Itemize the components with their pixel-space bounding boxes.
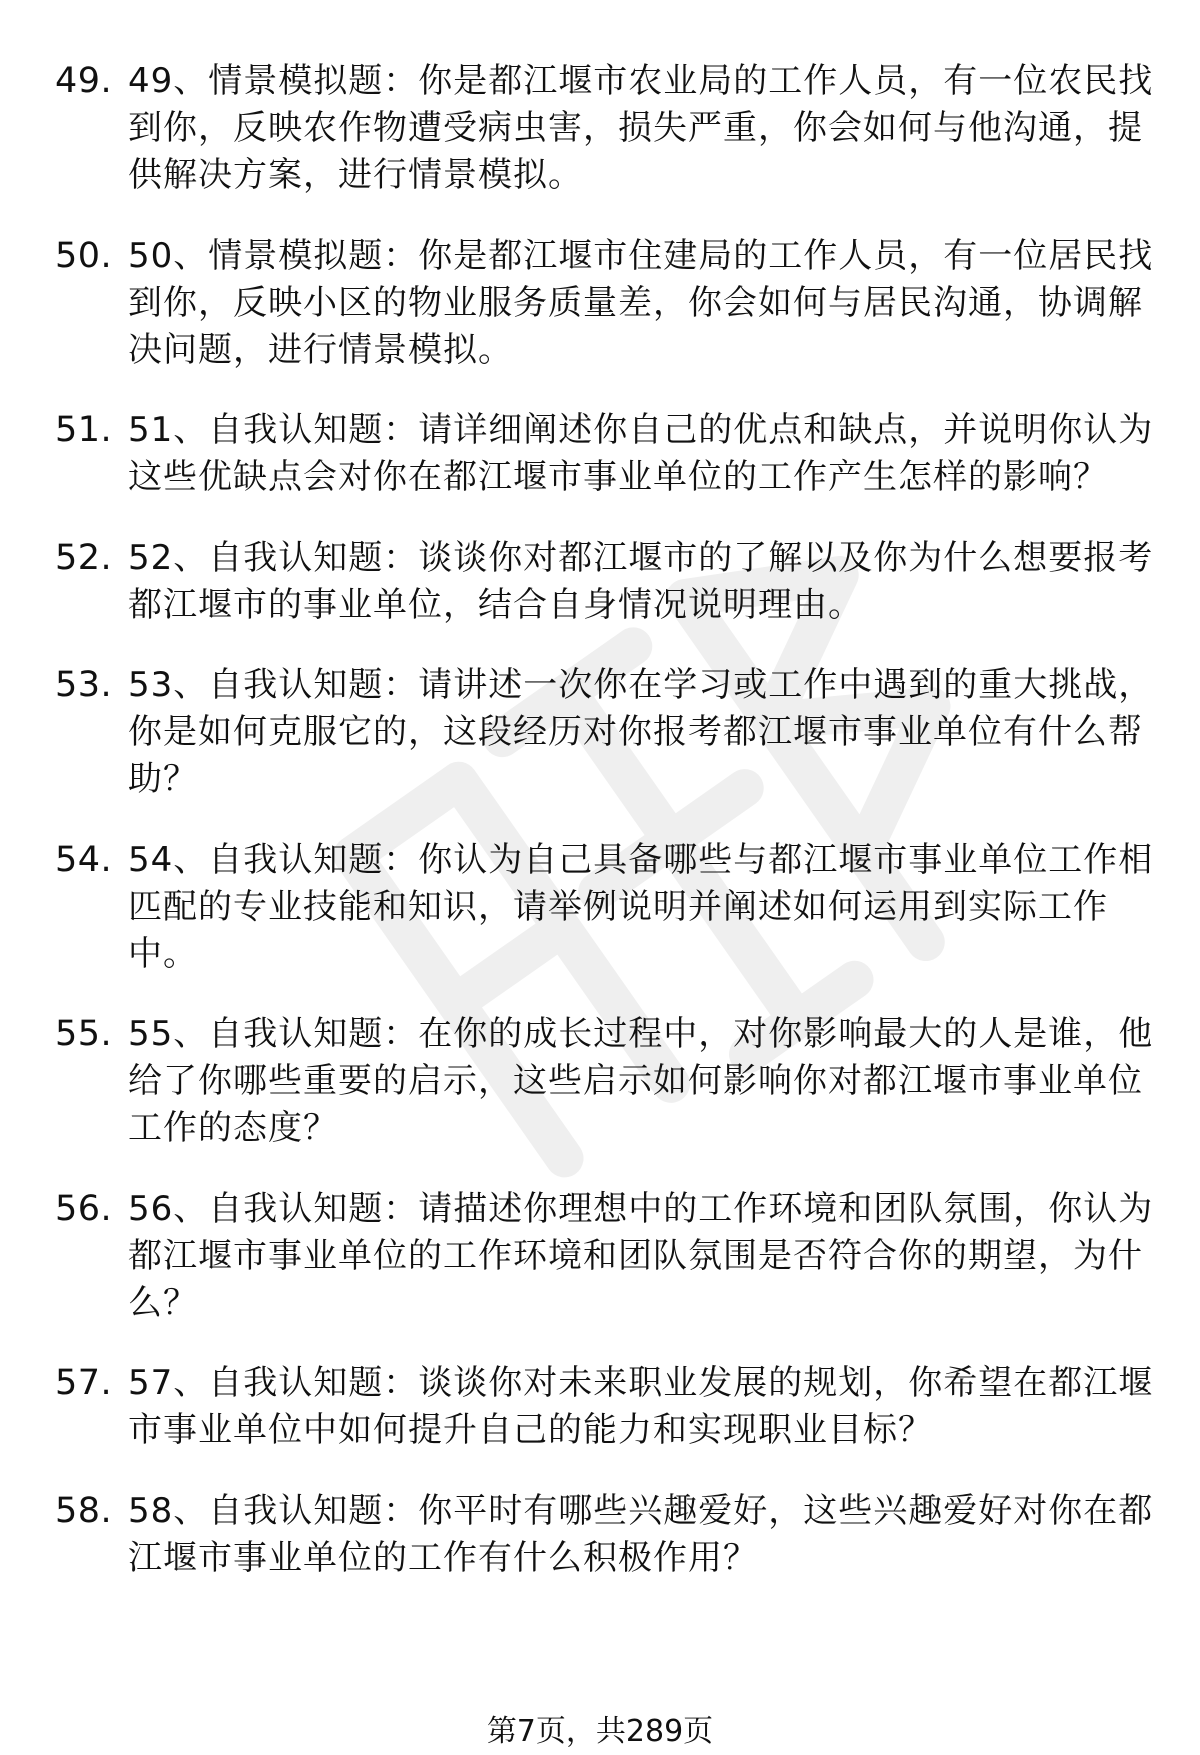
question-text: 52、自我认知题：谈谈你对都江堰市的了解以及你为什么想要报考都江堰市的事业单位，结合自身情况说明理由。 <box>128 537 1154 625</box>
question-text: 58、自我认知题：你平时有哪些兴趣爱好，这些兴趣爱好对你在都江堰市事业单位的工作有什么积极作用？ <box>128 1490 1154 1578</box>
question-item <box>55 1360 1155 1454</box>
question-text: 54、自我认知题：你认为自己具备哪些与都江堰市事业单位工作相匹配的专业技能和知识，请举例说明并阐述如何运用到实际工作中。 <box>128 839 1154 974</box>
question-item <box>55 407 1155 501</box>
page-number-footer: 第7页，共289页 <box>486 1714 714 1749</box>
question-item <box>55 662 1155 803</box>
question-number: 54. <box>55 839 113 880</box>
question-text: 56、自我认知题：请描述你理想中的工作环境和团队氛围，你认为都江堰市事业单位的工作环境和团队氛围是否符合你的期望，为什么？ <box>128 1188 1154 1323</box>
question-item <box>55 233 1155 374</box>
question-list <box>55 58 1155 1615</box>
question-number: 57. <box>55 1363 113 1403</box>
question-number: 55. <box>55 1014 113 1054</box>
question-item <box>55 1011 1155 1152</box>
question-text: 55、自我认知题：在你的成长过程中，对你影响最大的人是谁，他给了你哪些重要的启示，这些启示如何影响你对都江堰市事业单位工作的态度？ <box>128 1014 1154 1148</box>
question-number: 58. <box>55 1490 113 1531</box>
question-number: 51. <box>55 410 113 450</box>
question-number: 53. <box>55 665 113 705</box>
question-number: 52. <box>55 537 113 578</box>
question-item <box>55 1488 1155 1582</box>
question-item <box>55 535 1155 629</box>
question-number: 56. <box>55 1188 113 1229</box>
question-item <box>55 58 1155 199</box>
question-item <box>55 837 1155 978</box>
question-text: 57、自我认知题：谈谈你对未来职业发展的规划，你希望在都江堰市事业单位中如何提升自己的能力和实现职业目标？ <box>128 1363 1154 1450</box>
question-text: 49、情景模拟题：你是都江堰市农业局的工作人员，有一位农民找到你，反映农作物遭受病虫害，损失严重，你会如何与他沟通，提供解决方案，进行情景模拟。 <box>128 61 1154 195</box>
question-number: 49. <box>55 61 113 101</box>
question-text: 53、自我认知题：请讲述一次你在学习或工作中遇到的重大挑战，你是如何克服它的，这段经历对你报考都江堰市事业单位有什么帮助？ <box>128 665 1154 799</box>
question-text: 50、情景模拟题：你是都江堰市住建局的工作人员，有一位居民找到你，反映小区的物业服务质量差，你会如何与居民沟通，协调解决问题，进行情景模拟。 <box>128 235 1154 370</box>
question-number: 50. <box>55 235 113 276</box>
question-item <box>55 1186 1155 1327</box>
question-text: 51、自我认知题：请详细阐述你自己的优点和缺点，并说明你认为这些优缺点会对你在都江堰市事业单位的工作产生怎样的影响？ <box>128 410 1154 497</box>
